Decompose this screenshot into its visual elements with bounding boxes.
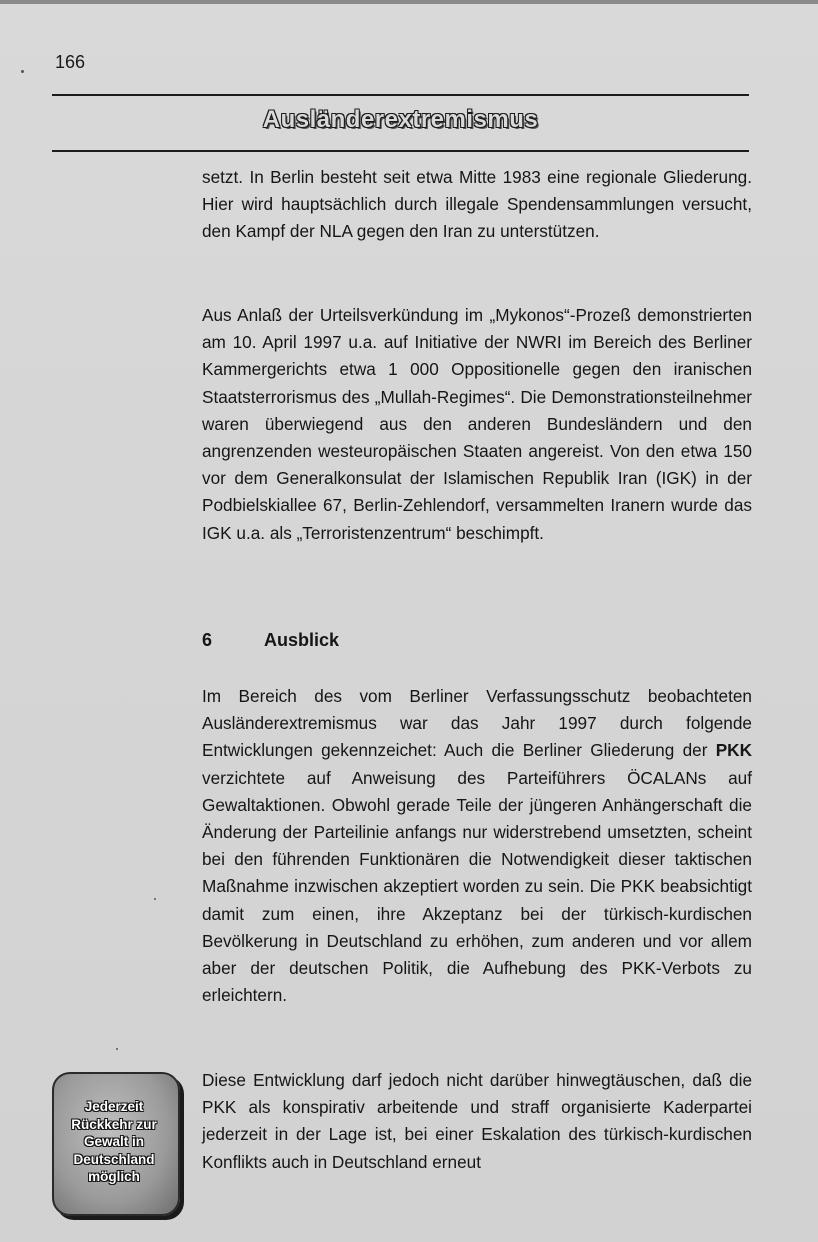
margin-note-text: [52, 1072, 176, 1212]
scan-speck: [21, 70, 24, 73]
margin-note-badge: [44, 1068, 184, 1216]
section-title: Ausblick: [264, 630, 340, 650]
paragraph-3-text-end: verzichtete auf Anweisung des Parteiführers ÖCALANs auf Gewaltaktionen. Obwohl gerade Teile der jüngeren Anhängerschaft die Änderung der Parteilinie anfangs nur widerstrebend umsetzten, scheint bei den führenden Funktionären die Notwendigkeit dieser taktischen Maßnahme inzwischen akzeptiert worden zu sein. Die PKK beabsichtigt damit zum einen, ihre Akzeptanz bei der türkisch-kurdischen Bevölkerung in Deutschland zu erhöhen, zum anderen und vor allem aber der deutschen Politik, die Aufhebung des PKK-Verbots zu erleichtern.: [202, 767, 752, 1006]
page-number: 166: [55, 52, 86, 72]
running-head-title: Ausländerextremismus: [262, 106, 539, 133]
margin-note-line-3: Gewalt in: [83, 1134, 144, 1150]
paragraph-4: Diese Entwicklung darf jedoch nicht darüber hinwegtäuschen, daß die PKK als konspirativ arbeitende und straff organisierte Kaderpartei jederzeit in der Lage ist, bei einer Eskalation des türkisch-kurdischen Konflikts auch in Deutschland erneut: [202, 1070, 752, 1172]
header-rule-bottom: [52, 150, 749, 152]
section-heading: [202, 630, 339, 651]
margin-note-line-2: Rückkehr zur: [71, 1116, 157, 1132]
margin-note-line-5: möglich: [88, 1169, 140, 1185]
paragraph-1: setzt. In Berlin besteht seit etwa Mitte 1983 eine regionale Gliederung. Hier wird hauptsächlich durch illegale Spendensammlungen versucht, den Kampf der NLA gegen den Iran zu unterstützen.: [202, 167, 752, 242]
paragraph-3-bold-pkk: PKK: [715, 740, 752, 761]
scan-speck: [116, 1048, 118, 1050]
margin-note-line-1: Jederzeit: [84, 1099, 144, 1115]
scan-speck: [154, 898, 156, 900]
paragraph-3-text-start: Im Bereich des vom Berliner Verfassungsschutz beobachteten Ausländerextremismus war das Jahr 1997 durch folgende Entwicklungen gekennzeichet: Auch die Berliner Gliederung der: [202, 686, 752, 761]
header-rule-top: [52, 94, 749, 96]
section-number: 6: [202, 630, 213, 650]
margin-note-line-4: Deutschland: [73, 1151, 155, 1167]
paragraph-3: [202, 683, 752, 1009]
scan-top-edge: [0, 0, 818, 4]
paragraph-2: Aus Anlaß der Urteilsverkündung im „Mykonos“-Prozeß demonstrierten am 10. April 1997 u.a. auf Initiative der NWRI im Bereich des Berliner Kammergerichts etwa 1 000 Oppositionelle gegen den iranischen Staatsterrorismus des „Mullah-Regimes“. Die Demonstrationsteilnehmer waren überwiegend aus den anderen Bundesländern und den angrenzenden westeuropäischen Staaten angereist. Von den etwa 150 vor dem Generalkonsulat der Islamischen Republik Iran (IGK) in der Podbielskiallee 67, Berlin-Zehlendorf, versammelten Iranern wurde das IGK u.a. als „Terroristenzentrum“ beschimpft.: [202, 305, 752, 543]
